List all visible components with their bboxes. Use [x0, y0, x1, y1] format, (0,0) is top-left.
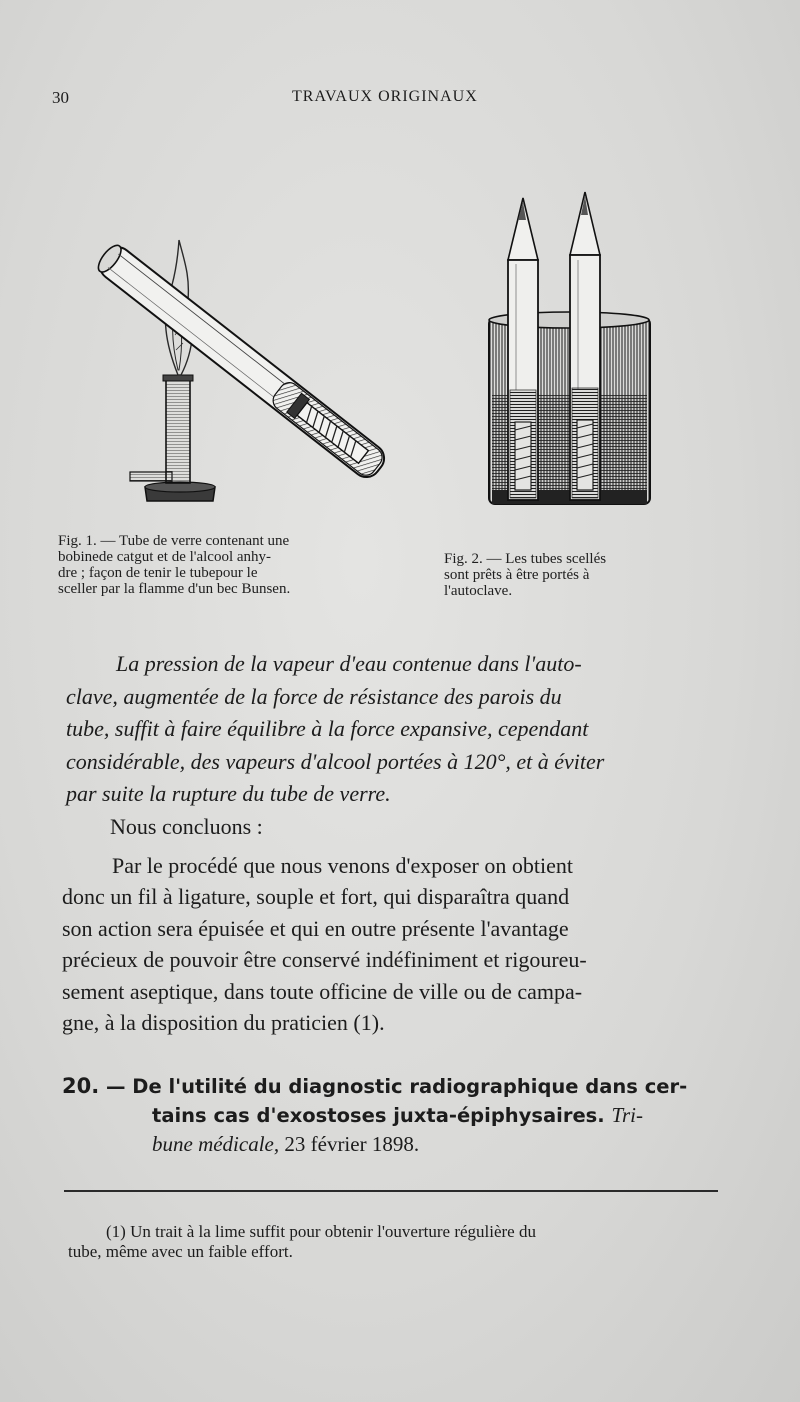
- body-paragraph: [62, 850, 730, 1038]
- entry-line-3: [62, 1130, 722, 1159]
- figure-1-caption-line: bobinede catgut et de l'alcool anhy-: [58, 549, 272, 565]
- entry-date: 23 février 1898.: [279, 1132, 420, 1156]
- entry-title-line-1: — De l'utilité du diagnostic radiographique dans cer-: [106, 1075, 688, 1098]
- italic-line: par suite la rupture du tube de verre.: [66, 781, 391, 806]
- paragraph-line: gne, à la disposition du praticien (1).: [62, 1010, 385, 1036]
- conclusion-intro: Nous concluons :: [110, 814, 263, 839]
- footnote-line: tube, même avec un faible effort.: [68, 1242, 293, 1261]
- italic-line: La pression de la vapeur d'eau contenue dans l'auto-: [116, 651, 582, 676]
- entry-line-2: [62, 1101, 722, 1130]
- footnote: [68, 1222, 720, 1262]
- page-number: 30: [52, 88, 69, 107]
- paragraph-line: donc un fil à ligature, souple et fort, qui disparaîtra quand: [62, 884, 570, 910]
- footnote-rule: [64, 1190, 718, 1192]
- entry-line-1: [62, 1072, 722, 1101]
- paragraph-line: son action sera épuisée et qui en outre présente l'avantage: [62, 915, 569, 941]
- footnote-line: (1) Un trait à la lime suffit pour obtenir l'ouverture régulière du: [106, 1222, 536, 1241]
- italic-line: tube, suffit à faire équilibre à la force expansive, cependant: [66, 716, 589, 741]
- figure-1-caption-line: dre ; façon de tenir le tubepour le: [58, 565, 258, 581]
- paragraph-line: Par le procédé que nous venons d'exposer on obtient: [112, 853, 573, 878]
- bibliography-entry: [62, 1072, 722, 1159]
- italic-line: clave, augmentée de la force de résistance des parois du: [66, 683, 562, 709]
- figure-2-caption-line: l'autoclave.: [444, 583, 513, 599]
- figure-1-caption: [58, 533, 398, 597]
- figure-2-illustration: [486, 190, 656, 510]
- entry-journal-part-1: Tri-: [611, 1103, 644, 1127]
- figure-2-caption-line: sont prêts à être portés à: [444, 567, 590, 583]
- paragraph-line: sement aseptique, dans toute officine de ville ou de campa-: [62, 978, 583, 1004]
- entry-journal-part-2: bune médicale,: [152, 1132, 280, 1156]
- figure-1-caption-line: sceller par la flamme d'un bec Bunsen.: [58, 581, 291, 597]
- entry-title-line-2: tains cas d'exostoses juxta-épiphysaires.: [152, 1104, 605, 1127]
- entry-number: 20.: [62, 1074, 100, 1098]
- figure-2-caption-line: Fig. 2. — Les tubes scellés: [444, 551, 607, 567]
- figure-1-caption-line: Fig. 1. — Tube de verre contenant une: [58, 533, 290, 549]
- italic-line: considérable, des vapeurs d'alcool portées à 120°, et à éviter: [66, 748, 605, 774]
- figure-2-caption: [444, 551, 724, 599]
- italic-paragraph: [66, 648, 726, 811]
- paragraph-line: précieux de pouvoir être conservé indéfiniment et rigoureu-: [62, 947, 587, 973]
- running-title: TRAVAUX ORIGINAUX: [292, 88, 478, 105]
- figure-1-illustration: [80, 225, 390, 520]
